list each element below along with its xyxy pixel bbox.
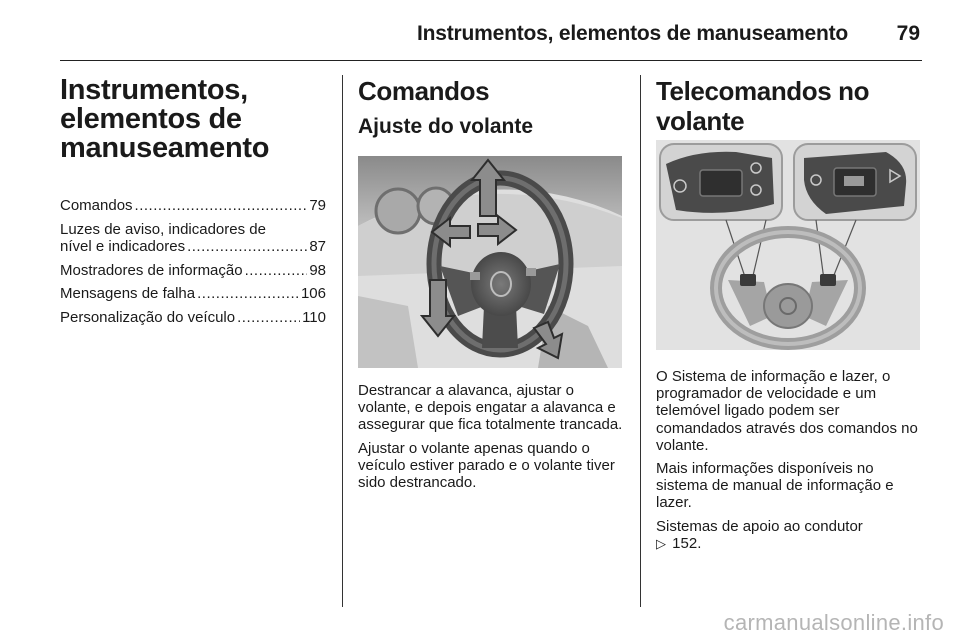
paragraph: O Sistema de informação e lazer, o programador de velocidade e um telemóvel ligado podem ser comandados através dos comandos no volante. xyxy=(656,368,918,454)
toc-leader xyxy=(245,262,308,280)
toc-page: 110 xyxy=(302,308,326,326)
toc-leader xyxy=(197,285,299,303)
paragraph: Mais informações disponíveis no sistema de manual de informação e lazer. xyxy=(656,460,894,512)
table-of-contents xyxy=(60,197,326,326)
toc-page: 87 xyxy=(309,238,326,255)
toc-label-line1: Luzes de aviso, indicadores de xyxy=(60,220,266,238)
chapter-title-line: Instrumentos, xyxy=(60,74,248,106)
running-header xyxy=(60,14,922,60)
toc-leader xyxy=(237,309,300,327)
toc-label: Comandos xyxy=(60,197,133,214)
toc-item-mensagens[interactable] xyxy=(60,285,326,303)
steering-remote-illustration xyxy=(656,140,920,350)
subsection-title-ajuste: Ajuste do volante xyxy=(358,115,534,138)
driver-assist-text: Sistemas de apoio ao condutor xyxy=(656,517,863,535)
chapter-title-line: manuseamento xyxy=(60,132,270,164)
column-divider-2 xyxy=(640,75,641,607)
toc-item-personalizacao[interactable] xyxy=(60,309,326,327)
commands-column xyxy=(358,76,624,497)
toc-item-mostradores[interactable] xyxy=(60,262,326,280)
toc-label: Personalização do veículo xyxy=(60,308,236,326)
toc-page: 79 xyxy=(309,197,326,214)
driver-assist-reference xyxy=(656,518,922,552)
toc-label: Mensagens de falha xyxy=(60,285,196,302)
toc-label: Mostradores de informação xyxy=(60,261,243,279)
paragraph: Destrancar a alavanca, ajustar o volante, e depois engatar a alavanca e assegurar que fica totalmente trancada. xyxy=(358,382,623,434)
page-number: 79 xyxy=(896,22,920,45)
watermark: carmanualsonline.info xyxy=(723,610,944,635)
toc-item-comandos[interactable] xyxy=(60,197,326,215)
toc-page: 98 xyxy=(309,261,326,279)
cross-reference-icon[interactable]: ▷ xyxy=(656,535,666,551)
steering-wheel-illustration xyxy=(358,156,622,368)
column-divider-1 xyxy=(342,75,343,607)
toc-label: nível e indicadores xyxy=(60,238,186,255)
toc-leader xyxy=(135,197,308,215)
toc-page: 106 xyxy=(300,285,326,302)
section-title-telecomandos: Telecomandos no volante xyxy=(656,76,870,136)
chapter-column xyxy=(60,76,326,332)
header-rule xyxy=(60,60,922,61)
commands-body xyxy=(358,382,624,491)
steering-adjust-figure xyxy=(358,156,622,368)
remote-controls-body xyxy=(656,368,922,552)
chapter-title-line: elementos de xyxy=(60,103,242,135)
paragraph: Ajustar o volante apenas quando o veículo estiver parado e o volante tiver sido destrancado. xyxy=(358,439,615,492)
toc-leader xyxy=(187,238,307,256)
header-title: Instrumentos, elementos de manuseamento xyxy=(417,22,848,45)
section-title-comandos: Comandos xyxy=(358,76,490,106)
remote-controls-column xyxy=(656,76,922,558)
chapter-title xyxy=(60,76,326,163)
toc-item-luzes-de-aviso[interactable] xyxy=(60,221,326,256)
remote-controls-figure xyxy=(656,140,920,350)
cross-reference-page-link[interactable]: 152. xyxy=(672,534,702,552)
